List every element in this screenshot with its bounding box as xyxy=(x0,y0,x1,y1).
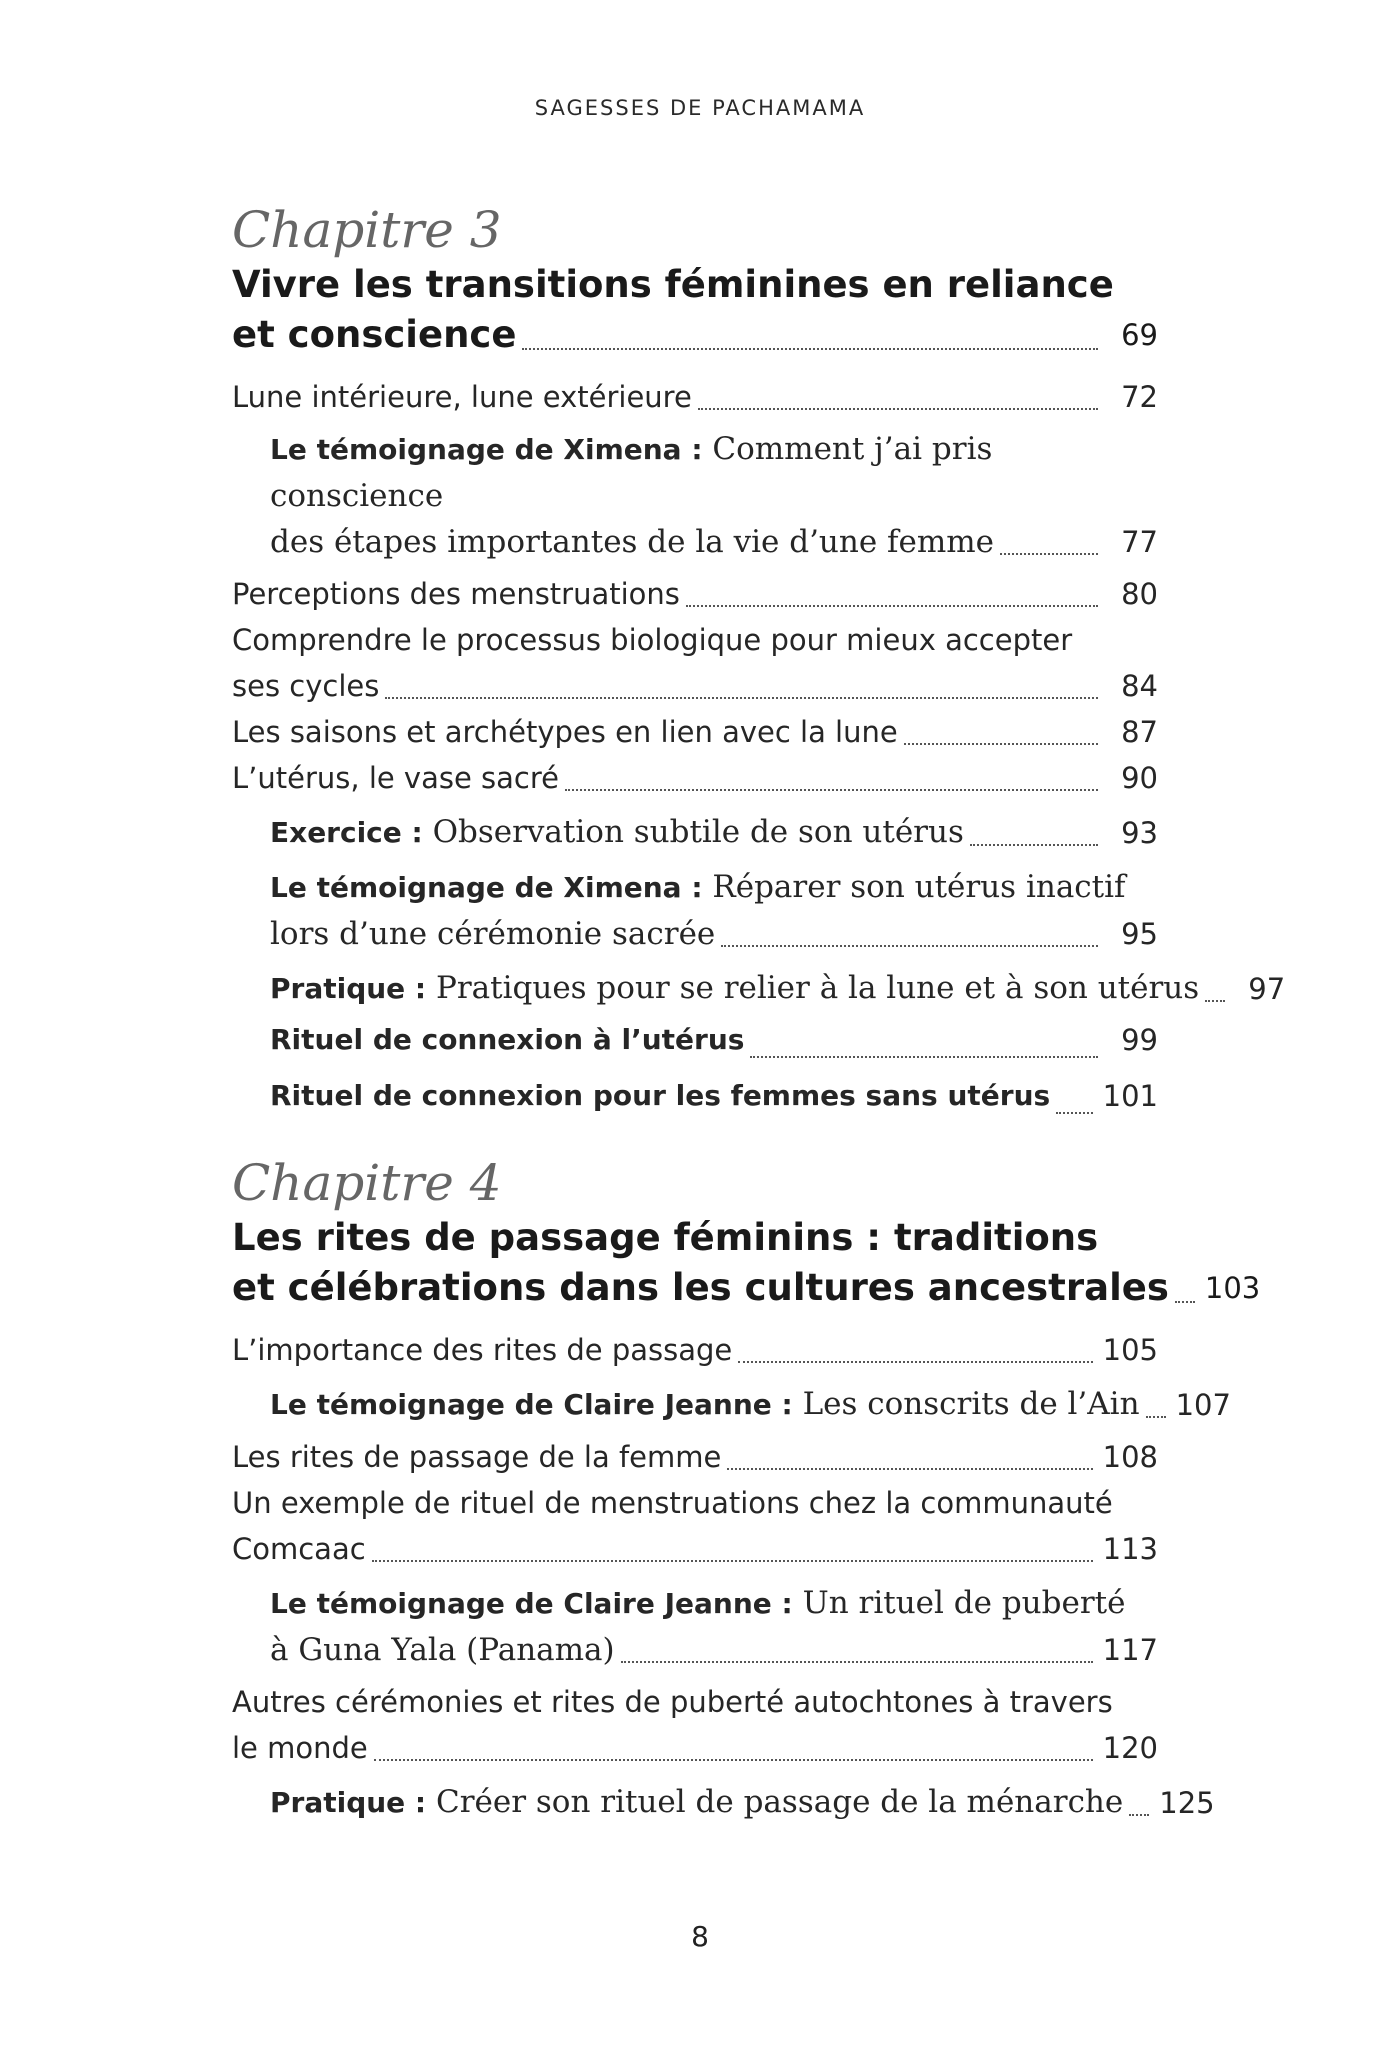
entry-text: Comcaac xyxy=(232,1532,366,1566)
chapter-title xyxy=(232,1213,1261,1313)
page-ref: 107 xyxy=(1175,1388,1231,1422)
dot-leader xyxy=(522,348,1098,350)
dot-leader xyxy=(1146,1416,1166,1418)
entry-text: Un rituel de puberté xyxy=(802,1585,1126,1621)
entry-keyword: Pratique : xyxy=(270,972,427,1005)
toc-sub-entry xyxy=(270,1012,1158,1068)
page-ref: 93 xyxy=(1121,816,1158,850)
toc-sub-entry xyxy=(270,864,1158,957)
page-ref: 120 xyxy=(1102,1731,1158,1765)
entry-text: des étapes importantes de la vie d’une femme xyxy=(270,524,995,560)
entry-keyword: Exercice : xyxy=(270,816,423,849)
toc-sub-entry xyxy=(270,965,1286,1012)
toc-entry xyxy=(232,709,1158,755)
page-ref: 103 xyxy=(1204,1271,1261,1305)
entry-keyword: Le témoignage de Claire Jeanne : xyxy=(270,1388,793,1421)
page-ref: 80 xyxy=(1121,577,1158,611)
page-ref: 101 xyxy=(1102,1079,1158,1113)
dot-leader xyxy=(1056,1112,1092,1114)
entry-text: lors d’une cérémonie sacrée xyxy=(270,916,716,952)
entry-text: Comprendre le processus biologique pour mieux accepter xyxy=(232,623,1073,657)
entry-text: L’utérus, le vase sacré xyxy=(232,761,559,795)
page-ref: 72 xyxy=(1121,380,1158,414)
page-ref: 108 xyxy=(1102,1440,1158,1474)
page-ref: 113 xyxy=(1102,1532,1158,1566)
entry-keyword: Le témoignage de Claire Jeanne : xyxy=(270,1587,793,1620)
dot-leader xyxy=(621,1661,1093,1663)
dot-leader xyxy=(698,408,1098,410)
page-ref: 84 xyxy=(1121,669,1158,703)
page-ref: 97 xyxy=(1248,972,1286,1006)
dot-leader xyxy=(738,1361,1092,1363)
dot-leader xyxy=(1129,1814,1149,1816)
chapter-4-section xyxy=(232,1153,1261,1826)
entry-text: Les saisons et archétypes en lien avec la lune xyxy=(232,715,898,749)
entry-keyword: Le témoignage de Ximena : xyxy=(270,871,703,904)
dot-leader xyxy=(721,945,1098,947)
entry-text: ses cycles xyxy=(232,669,380,703)
page-ref: 105 xyxy=(1102,1333,1158,1367)
chapter-label: Chapitre 4 xyxy=(232,1154,502,1212)
toc-row xyxy=(232,310,1158,360)
dot-leader xyxy=(1000,553,1098,555)
toc-entry xyxy=(232,617,1158,709)
toc-sub-entry xyxy=(270,426,1158,565)
chapter-title-line: Les rites de passage féminins : traditions xyxy=(232,1216,1099,1259)
page-ref: 99 xyxy=(1121,1023,1158,1057)
toc-entry xyxy=(232,1327,1158,1373)
toc-sub-entry xyxy=(270,1779,1215,1826)
dot-leader xyxy=(565,789,1098,791)
toc-sub-entry xyxy=(270,1068,1158,1124)
dot-leader xyxy=(970,844,1098,846)
entry-text: Autres cérémonies et rites de puberté autochtones à travers xyxy=(232,1685,1113,1719)
entry-text: Créer son rituel de passage de la ménarche xyxy=(435,1784,1124,1820)
entry-text: Lune intérieure, lune extérieure xyxy=(232,380,692,414)
page-ref: 117 xyxy=(1102,1633,1158,1667)
toc-entry xyxy=(232,374,1158,420)
entry-text: Réparer son utérus inactif xyxy=(712,869,1126,905)
entry-text: Rituel de connexion à l’utérus xyxy=(270,1023,745,1056)
chapter-title-line: et célébrations dans les cultures ancestrales xyxy=(232,1266,1169,1309)
toc-sub-entry xyxy=(270,809,1158,856)
dot-leader xyxy=(904,743,1098,745)
page-ref: 95 xyxy=(1121,917,1158,951)
entry-text: Pratiques pour se relier à la lune et à son utérus xyxy=(435,970,1200,1006)
page-number: 8 xyxy=(691,1920,709,1953)
chapter-3-section xyxy=(232,200,1286,1124)
chapter-label: Chapitre 3 xyxy=(232,201,502,259)
dot-leader xyxy=(727,1468,1092,1470)
entry-text: Les rites de passage de la femme xyxy=(232,1440,722,1474)
entry-text: Comment j’ai pris conscience xyxy=(270,431,993,514)
toc-entry xyxy=(232,571,1158,617)
entry-text: L’importance des rites de passage xyxy=(232,1333,733,1367)
entry-keyword: Le témoignage de Ximena : xyxy=(270,433,703,466)
page-ref: 87 xyxy=(1121,715,1158,749)
dot-leader xyxy=(374,1759,1093,1761)
toc-entry xyxy=(232,1480,1158,1572)
chapter-title-line: et conscience xyxy=(232,313,517,356)
entry-text: à Guna Yala (Panama) xyxy=(270,1632,615,1668)
page-ref: 125 xyxy=(1159,1786,1215,1820)
toc-row xyxy=(232,1263,1261,1313)
dot-leader xyxy=(686,605,1098,607)
entry-text: le monde xyxy=(232,1731,368,1765)
dot-leader xyxy=(372,1560,1093,1562)
page-ref: 90 xyxy=(1121,761,1158,795)
toc-sub-entry xyxy=(270,1381,1231,1428)
entry-keyword: Pratique : xyxy=(270,1786,427,1819)
entry-text: Un exemple de rituel de menstruations chez la communauté xyxy=(232,1486,1113,1520)
entry-text: Perceptions des menstruations xyxy=(232,577,680,611)
toc-entry xyxy=(232,1434,1158,1480)
toc-sub-entry xyxy=(270,1580,1158,1673)
page-ref: 77 xyxy=(1121,525,1158,559)
entry-text: Rituel de connexion pour les femmes sans utérus xyxy=(270,1079,1051,1112)
running-head: SAGESSES DE PACHAMAMA xyxy=(534,96,866,120)
dot-leader xyxy=(750,1056,1098,1058)
entry-text: Observation subtile de son utérus xyxy=(432,814,964,850)
toc-entry xyxy=(232,755,1158,801)
toc-entry xyxy=(232,1679,1158,1771)
dot-leader xyxy=(1205,1000,1225,1002)
dot-leader xyxy=(385,697,1098,699)
chapter-title-line: Vivre les transitions féminines en reliance xyxy=(232,263,1114,306)
chapter-title xyxy=(232,260,1158,360)
dot-leader xyxy=(1175,1301,1195,1303)
page-ref: 69 xyxy=(1121,318,1158,352)
entry-text: Les conscrits de l’Ain xyxy=(802,1386,1140,1422)
